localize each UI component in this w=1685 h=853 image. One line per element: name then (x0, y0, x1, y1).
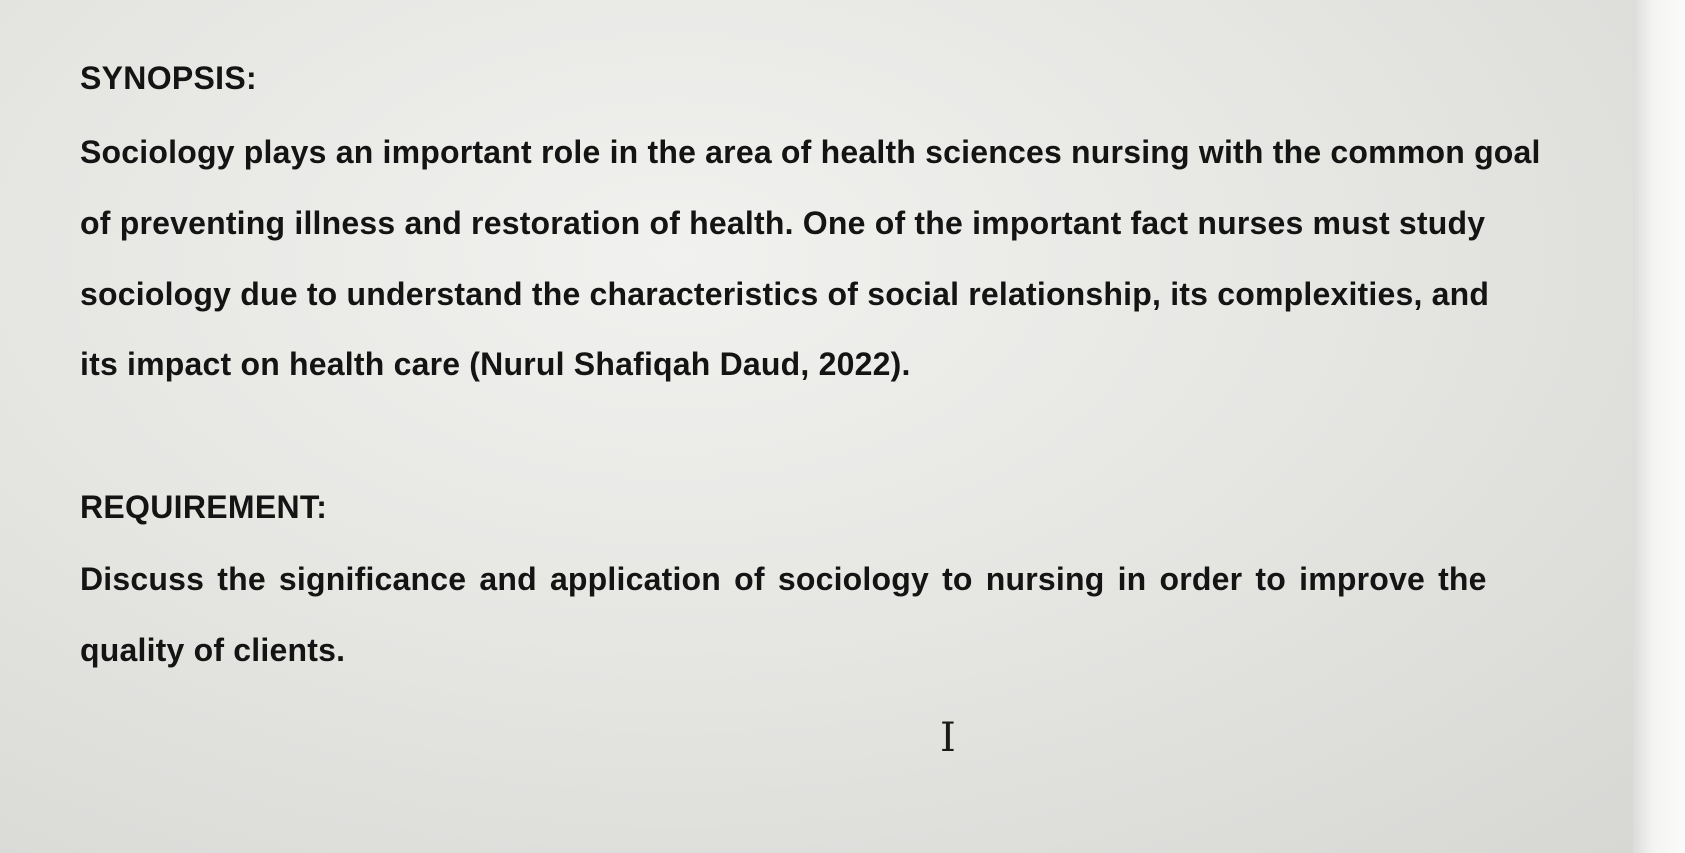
synopsis-line-2: of preventing illness and restoration of health. One of the important fact nurses must study (80, 205, 1486, 241)
screen-edge (1633, 0, 1685, 853)
synopsis-line-1: Sociology plays an important role in the area of health sciences nursing with the common goal (80, 134, 1541, 170)
synopsis-line-3: sociology due to understand the characteristics of social relationship, its complexities, and (80, 276, 1490, 312)
text-cursor-icon: I (940, 715, 956, 761)
requirement-line-2: quality of clients. (80, 632, 346, 668)
requirement-heading: REQUIREMENT: (80, 489, 328, 525)
synopsis-heading: SYNOPSIS: (80, 60, 257, 96)
requirement-line-1: Discuss the significance and application of sociology to nursing in order to improve the (80, 561, 1487, 597)
synopsis-line-4: its impact on health care (Nurul Shafiqah Daud, 2022). (80, 346, 911, 382)
